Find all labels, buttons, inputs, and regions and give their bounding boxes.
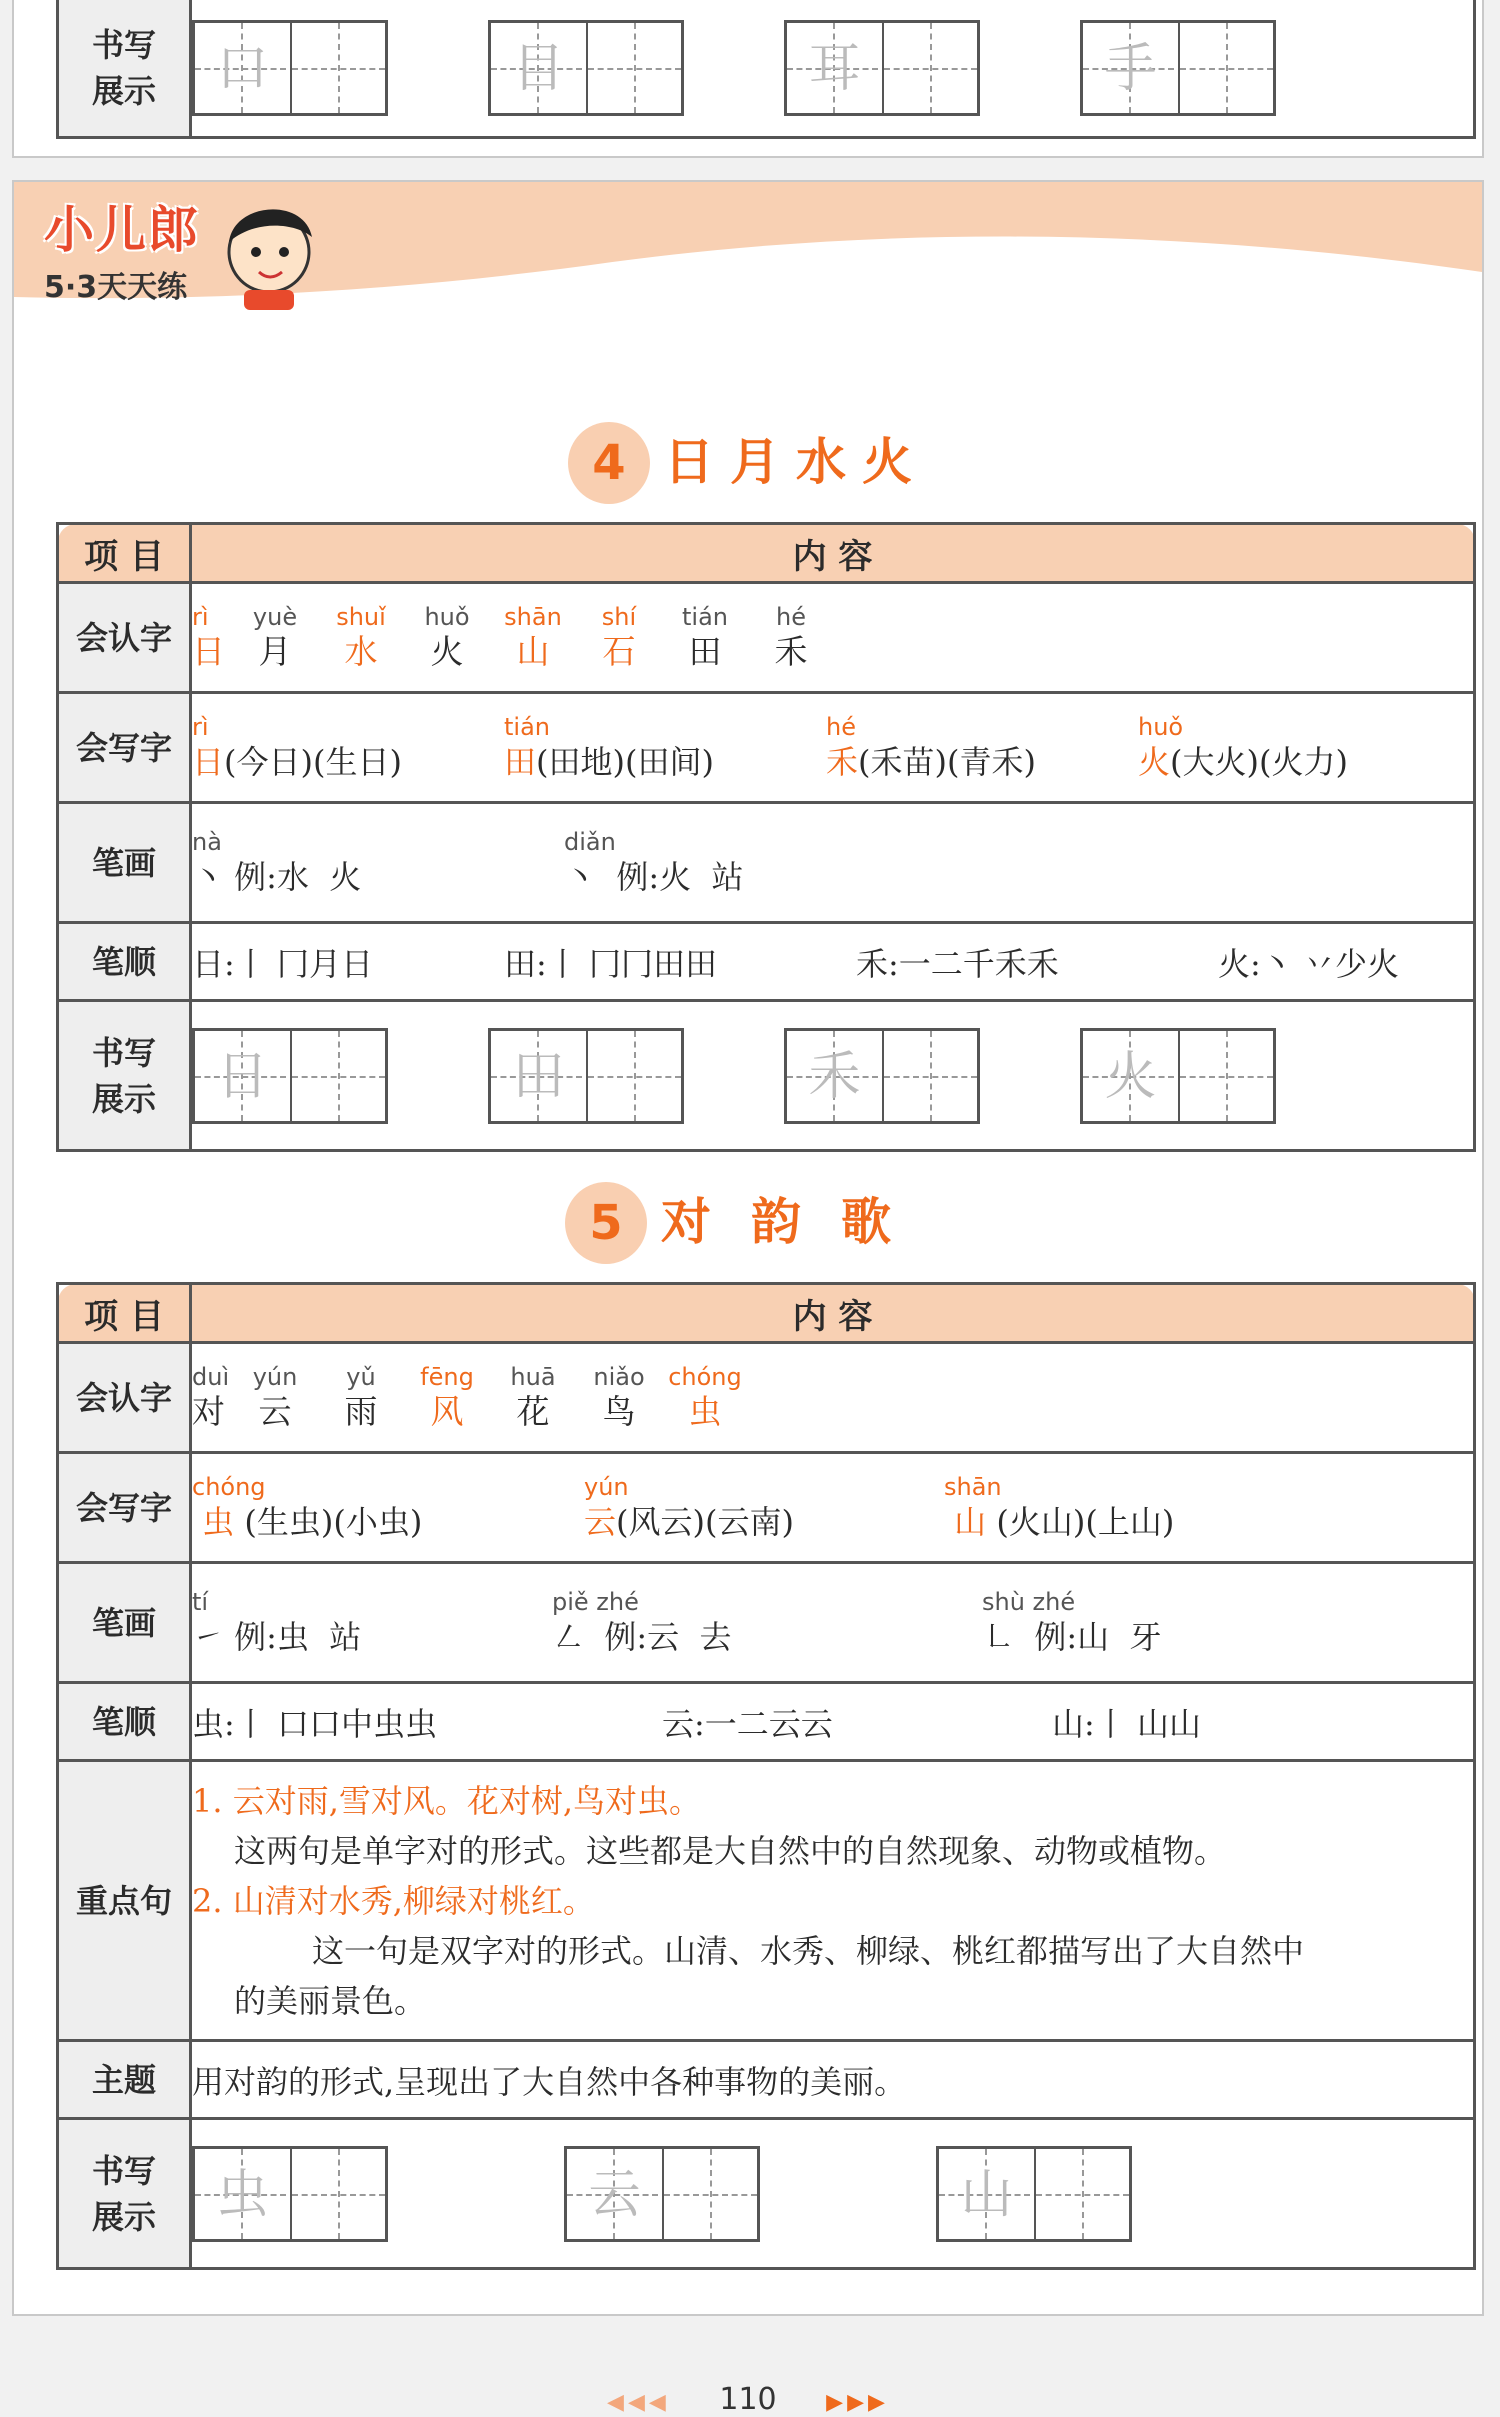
prev-show-table <box>56 0 1476 139</box>
writing-box: 禾 <box>784 1028 980 1124</box>
write-item: hé 禾(禾苗)(青禾) <box>826 712 1036 781</box>
row-label-order: 笔顺 <box>58 1683 191 1761</box>
writing-box: 耳 <box>784 20 980 116</box>
table-row <box>58 1761 1475 2041</box>
order-item: 日:丨 冂月日 <box>192 944 373 983</box>
recognize-char: yǔ 雨 <box>344 1362 378 1431</box>
write-item: chóng 虫 (生虫)(小虫) <box>192 1472 423 1541</box>
recognize-char: huā 花 <box>510 1362 556 1431</box>
row-label-strokes: 笔画 <box>58 1563 191 1683</box>
recognize-char: niǎo 鸟 <box>593 1362 645 1431</box>
table-row <box>58 1683 1475 1761</box>
key-explanation: 这两句是单字对的形式。这些都是大自然中的自然现象、动物或植物。 <box>234 1831 1227 1870</box>
writing-box: 口 <box>192 20 388 116</box>
table-row <box>58 1001 1475 1151</box>
previous-page-fragment <box>12 0 1484 158</box>
recognize-char: hé 禾 <box>774 602 808 671</box>
write-item: tián 田(田地)(田间) <box>504 712 714 781</box>
write-chars <box>191 693 1475 803</box>
order-item: 火:丶 丷少火 <box>1218 944 1399 983</box>
write-item: rì 日(今日)(生日) <box>192 712 402 781</box>
write-item: yún 云(风云)(云南) <box>584 1472 794 1541</box>
stroke-item: nà 丶 例:水 火 <box>192 827 362 896</box>
col-header-item: 项 目 <box>58 524 191 583</box>
recognize-char: tián 田 <box>682 602 728 671</box>
mascot-icon <box>214 192 324 312</box>
write-item: huǒ 火(大火)(火力) <box>1138 712 1348 781</box>
writing-box: 手 <box>1080 20 1276 116</box>
show-boxes <box>191 1001 1475 1151</box>
write-chars <box>191 1453 1475 1563</box>
writing-box: 云 <box>564 2146 760 2242</box>
lesson-title-text: 对韵歌 <box>661 1193 931 1251</box>
col-header-content: 内 容 <box>191 1284 1475 1343</box>
stroke-items <box>191 803 1475 923</box>
lesson-5-title <box>14 1182 1482 1264</box>
recognize-char: yún 云 <box>252 1362 298 1431</box>
table-row <box>58 1343 1475 1453</box>
key-sentence: 1. 云对雨,雪对风。花对树,鸟对虫。 <box>192 1781 702 1820</box>
key-sentence: 2. 山清对水秀,柳绿对桃红。 <box>192 1881 595 1920</box>
stroke-items <box>191 1563 1475 1683</box>
row-label-order: 笔顺 <box>58 923 191 1001</box>
table-row <box>58 1453 1475 1563</box>
page-number: 110 <box>719 2382 777 2417</box>
key-sentences <box>191 1761 1475 2041</box>
writing-box: 日 <box>192 1028 388 1124</box>
stroke-item: diǎn 丶 例:火 站 <box>564 827 744 896</box>
prev-show-boxes <box>191 0 1475 138</box>
brand-logo <box>44 202 200 306</box>
table-row <box>58 923 1475 1001</box>
col-header-item: 项 目 <box>58 1284 191 1343</box>
table-row <box>58 1563 1475 1683</box>
theme-text: 用对韵的形式,呈现出了大自然中各种事物的美丽。 <box>191 2041 1475 2119</box>
lesson-4-table <box>56 522 1476 1152</box>
prev-page-arrows[interactable]: ◀◀◀ <box>607 2390 670 2415</box>
writing-box: 山 <box>936 2146 1132 2242</box>
order-item: 虫:丨 口口中虫虫 <box>192 1704 437 1743</box>
order-item: 禾:一二千禾禾 <box>856 944 1059 983</box>
col-header-content: 内 容 <box>191 524 1475 583</box>
order-item: 田:丨 冂冂田田 <box>504 944 717 983</box>
table-row <box>58 2041 1475 2119</box>
recognize-char: rì 日 <box>192 602 225 671</box>
lesson-number: 4 <box>568 422 650 504</box>
order-item: 山:丨 山山 <box>1052 1704 1201 1743</box>
brand-name: 小儿郎 <box>44 201 200 259</box>
recognize-chars <box>191 1343 1475 1453</box>
writing-box: 火 <box>1080 1028 1276 1124</box>
row-label-strokes: 笔画 <box>58 803 191 923</box>
table-row <box>58 693 1475 803</box>
page-footer <box>14 2382 1482 2417</box>
recognize-char: fēng 风 <box>420 1362 474 1431</box>
recognize-char: huǒ 火 <box>424 602 470 671</box>
lesson-title-text: 日月水火 <box>664 433 928 491</box>
key-explanation: 这一句是双字对的形式。山清、水秀、柳绿、桃红都描写出了大自然中 <box>312 1931 1305 1970</box>
stroke-item: piě zhé ㇜ 例:云 去 <box>552 1587 732 1656</box>
row-label-recognize: 会认字 <box>58 583 191 693</box>
row-label-recognize: 会认字 <box>58 1343 191 1453</box>
table-row <box>58 803 1475 923</box>
stroke-item: shù zhé ㇗ 例:山 牙 <box>982 1587 1162 1656</box>
lesson-number: 5 <box>565 1182 647 1264</box>
lesson-5-table <box>56 1282 1476 2270</box>
write-item: shān 山 (火山)(上山) <box>944 1472 1175 1541</box>
key-explanation: 的美丽景色。 <box>234 1981 427 2020</box>
writing-box: 目 <box>488 20 684 116</box>
recognize-char: shuǐ 水 <box>336 602 386 671</box>
recognize-char: yuè 月 <box>252 602 298 671</box>
stroke-order <box>191 923 1475 1001</box>
stroke-order <box>191 1683 1475 1761</box>
lesson-4-title <box>14 422 1482 504</box>
recognize-char: shān 山 <box>504 602 562 671</box>
order-item: 云:一二云云 <box>662 1704 833 1743</box>
prev-show-label: 书写 展示 <box>58 0 191 138</box>
row-label-show: 书写 展示 <box>58 2119 191 2269</box>
show-boxes <box>191 2119 1475 2269</box>
row-label-key-sentences: 重点句 <box>58 1761 191 2041</box>
brand-subtitle: 5·3天天练 <box>44 270 188 305</box>
recognize-chars <box>191 583 1475 693</box>
table-row <box>58 2119 1475 2269</box>
recognize-char: shí 石 <box>601 602 637 671</box>
row-label-theme: 主题 <box>58 2041 191 2119</box>
stroke-item: tí ㇀ 例:虫 站 <box>192 1587 362 1656</box>
recognize-char: duì 对 <box>192 1362 230 1431</box>
row-label-write: 会写字 <box>58 1453 191 1563</box>
recognize-char: chóng 虫 <box>668 1362 742 1431</box>
row-label-show: 书写 展示 <box>58 1001 191 1151</box>
writing-box: 田 <box>488 1028 684 1124</box>
table-row <box>58 583 1475 693</box>
next-page-arrows[interactable]: ▶▶▶ <box>826 2390 889 2415</box>
row-label-write: 会写字 <box>58 693 191 803</box>
workbook-page <box>12 180 1484 2417</box>
writing-box: 虫 <box>192 2146 388 2242</box>
